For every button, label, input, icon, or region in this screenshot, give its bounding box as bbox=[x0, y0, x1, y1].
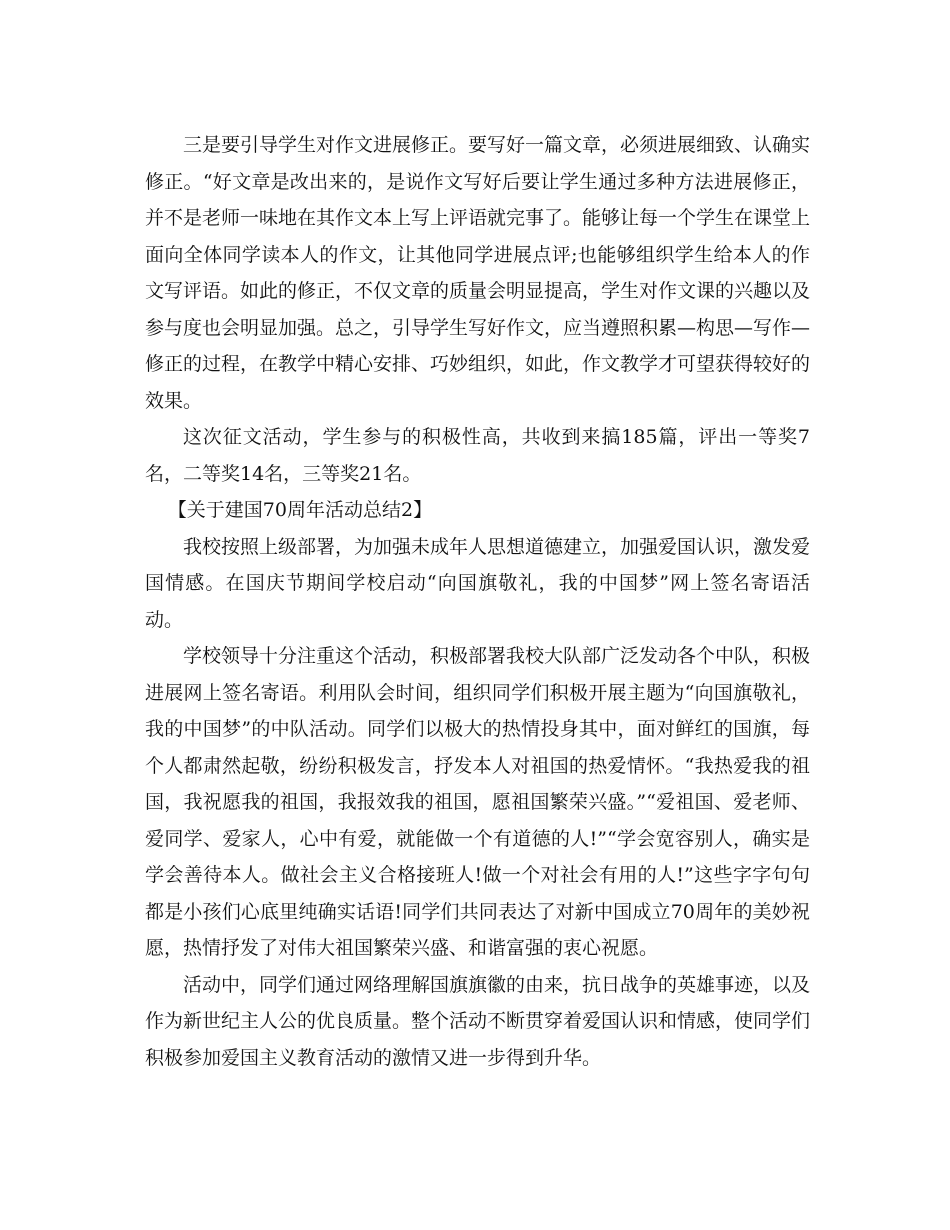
document-body bbox=[145, 127, 810, 1076]
paragraph-activity-summary: 活动中，同学们通过网络理解国旗旗徽的由来，抗日战争的英雄事迹，以及作为新世纪主人公的优良质量。整个活动不断贯穿着爱国认识和情感，使同学们积极参加爱国主义教育活动的激情又进一步得到升华。 bbox=[145, 973, 811, 1069]
paragraph-revision: 三是要引导学生对作文进展修正。要写好一篇文章，必须进展细致、认确实修正。“好文章是改出来的，是说作文写好后要让学生通过多种方法进展修正，并不是老师一味地在其作文本上写上评语就完事了。能够让每一个学生在课堂上面向全体同学读本人的作文，让其他同学进展点评;也能够组织学生给本人的作文写评语。如此的修正，不仅文章的质量会明显提高，学生对作文课的兴趣以及参与度也会明显加强。总之，引导学生写好作文，应当遵照积累—构思—写作—修正的过程，在教学中精心安排、巧妙组织，如此，作文教学才可望获得较好的效果。 bbox=[145, 134, 811, 412]
paragraph-school-deployment: 我校按照上级部署，为加强未成年人思想道德建立，加强爱国认识，激发爱国情感。在国庆节期间学校启动“向国旗敬礼，我的中国梦”网上签名寄语活动。 bbox=[145, 535, 811, 631]
paragraph-leadership-activity: 学校领导十分注重这个活动，积极部署我校大队部广泛发动各个中队，积极进展网上签名寄语。利用队会时间，组织同学们积极开展主题为“向国旗敬礼，我的中国梦”的中队活动。同学们以极大的热情投身其中，面对鲜红的国旗，每个人都肃然起敬，纷纷积极发言，抒发本人对祖国的热爱情怀。“我热爱我的祖国，我祝愿我的祖国，我报效我的祖国，愿祖国繁荣兴盛。”“爱祖国、爱老师、爱同学、爱家人，心中有爱，就能做一个有道德的人!”“学会宽容别人，确实是学会善待本人。做社会主义合格接班人!做一个对社会有用的人!”这些字字句句都是小孩们心底里纯确实话语!同学们共同表达了对新中国成立70周年的美妙祝愿，热情抒发了对伟大祖国繁荣兴盛、和谐富强的衷心祝愿。 bbox=[145, 645, 811, 959]
paragraph-contest-results: 这次征文活动，学生参与的积极性高，共收到来搞185篇，评出一等奖7名，二等奖14名，三等奖21名。 bbox=[145, 426, 810, 485]
section-heading: 【关于建国70周年活动总结2】 bbox=[167, 499, 433, 521]
